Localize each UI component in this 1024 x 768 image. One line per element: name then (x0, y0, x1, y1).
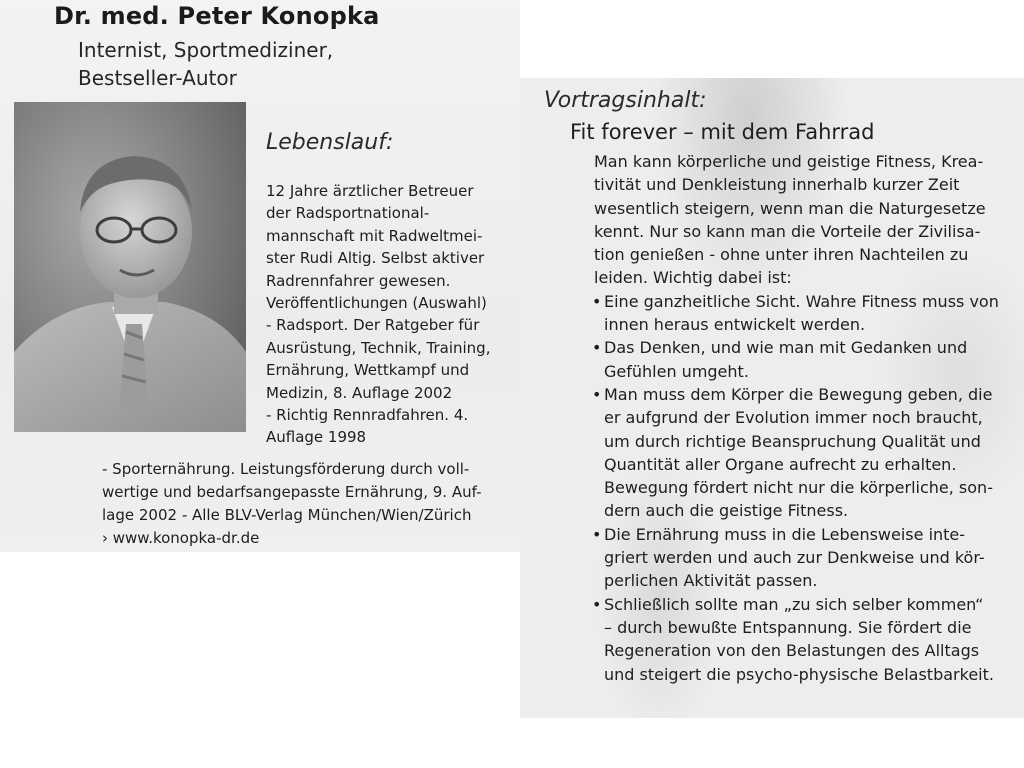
vortrag-intro-line: tivität und Denkleistung innerhalb kurzer Zeit (594, 175, 960, 195)
website-link[interactable]: › www.konopka-dr.de (102, 529, 260, 547)
lebenslauf-line: - Radsport. Der Ratgeber für (266, 316, 480, 335)
bullet-item (592, 523, 999, 593)
vortrag-intro-line: Man kann körperliche und geistige Fitness, Krea- (594, 152, 984, 171)
bullet-item (592, 336, 999, 383)
lebenslauf-line: - Richtig Rennradfahren. 4. (266, 405, 469, 424)
lebenslauf-line: Medizin, 8. Auflage 2002 (266, 383, 453, 402)
vortrag-heading: Vortragsinhalt: (544, 88, 707, 113)
lebenslauf-text-wide (102, 458, 481, 550)
bullet-icon: • (592, 594, 602, 614)
bullet-line: um durch richtige Beanspruchung Qualität und (604, 431, 981, 451)
lebenslauf-line: Radrennfahrer gewesen. (266, 271, 451, 290)
bullet-icon: • (592, 338, 602, 358)
speaker-subtitle-line-2: Bestseller-Autor (78, 66, 237, 90)
bullet-line: Quantität aller Organe aufrecht zu erhalten. (604, 454, 957, 474)
lebenslauf-text-narrow (266, 180, 490, 449)
bullet-item (592, 383, 999, 523)
bullet-item (592, 593, 999, 686)
lebenslauf-line: Ernährung, Wettkampf und (266, 361, 470, 380)
bullet-icon: • (592, 384, 602, 404)
bullet-line: dern auch die geistige Fitness. (604, 501, 849, 521)
lebenslauf-line: wertige und bedarfsangepasste Ernährung, 9. Auf- (102, 483, 482, 501)
lebenslauf-heading: Lebenslauf: (266, 130, 394, 155)
bullet-list (592, 290, 999, 686)
bullet-line: Schließlich sollte man „zu sich selber kommen“ (604, 594, 984, 614)
vortrag-intro-line: kennt. Nur so kann man die Vorteile der Zivilisa- (594, 221, 981, 241)
bullet-item (592, 290, 999, 337)
bullet-line: Das Denken, und wie man mit Gedanken und (604, 338, 968, 358)
bullet-line: perlichen Aktivität passen. (604, 571, 818, 591)
vortrag-body (594, 150, 999, 686)
speaker-portrait-photo (14, 102, 246, 432)
bullet-line: Gefühlen umgeht. (604, 361, 749, 381)
speaker-name: Dr. med. Peter Konopka (54, 2, 380, 30)
bullet-icon: • (592, 524, 602, 544)
lebenslauf-line: Auflage 1998 (266, 428, 367, 447)
bullet-line: – durch bewußte Entspannung. Sie fördert die (604, 617, 972, 637)
portrait-photo-icon (14, 102, 246, 432)
bullet-line: Man muss dem Körper die Bewegung geben, die (604, 384, 993, 404)
lebenslauf-line: Veröffentlichungen (Auswahl) (266, 293, 487, 312)
bullet-line: Regeneration von den Belastungen des Alltags (604, 641, 980, 661)
bullet-line: und steigert die psycho-physische Belastbarkeit. (604, 664, 994, 684)
vortrag-title: Fit forever – mit dem Fahrrad (570, 120, 875, 144)
speaker-subtitle-line-1: Internist, Sportmediziner, (78, 38, 334, 62)
bullet-line: Bewegung fördert nicht nur die körperliche, son- (604, 478, 993, 498)
lebenslauf-line: mannschaft mit Radweltmei- (266, 226, 483, 245)
vortrag-intro-line: tion genießen - ohne unter ihren Nachteilen zu (594, 245, 969, 265)
bullet-line: Die Ernährung muss in die Lebensweise inte- (604, 524, 966, 544)
bullet-line: griert werden und auch zur Denkweise und kör- (604, 548, 985, 568)
lebenslauf-line: - Sporternährung. Leistungsförderung durch voll- (102, 460, 470, 478)
lebenslauf-line: der Radsportnational- (266, 204, 430, 223)
vortrag-intro-line: wesentlich steigern, wenn man die Naturgesetze (594, 198, 986, 218)
bullet-line: Eine ganzheitliche Sicht. Wahre Fitness muss von (604, 291, 999, 311)
bullet-line: er aufgrund der Evolution immer noch braucht, (604, 408, 983, 428)
bullet-line: innen heraus entwickelt werden. (604, 315, 866, 335)
vortrag-intro-line: leiden. Wichtig dabei ist: (594, 268, 792, 288)
lebenslauf-line: 12 Jahre ärztlicher Betreuer (266, 182, 474, 200)
bullet-icon: • (592, 291, 602, 311)
lebenslauf-line: ster Rudi Altig. Selbst aktiver (266, 249, 485, 268)
lebenslauf-line: Ausrüstung, Technik, Training, (266, 338, 491, 357)
lebenslauf-line: lage 2002 - Alle BLV-Verlag München/Wien/Zürich (102, 506, 472, 524)
